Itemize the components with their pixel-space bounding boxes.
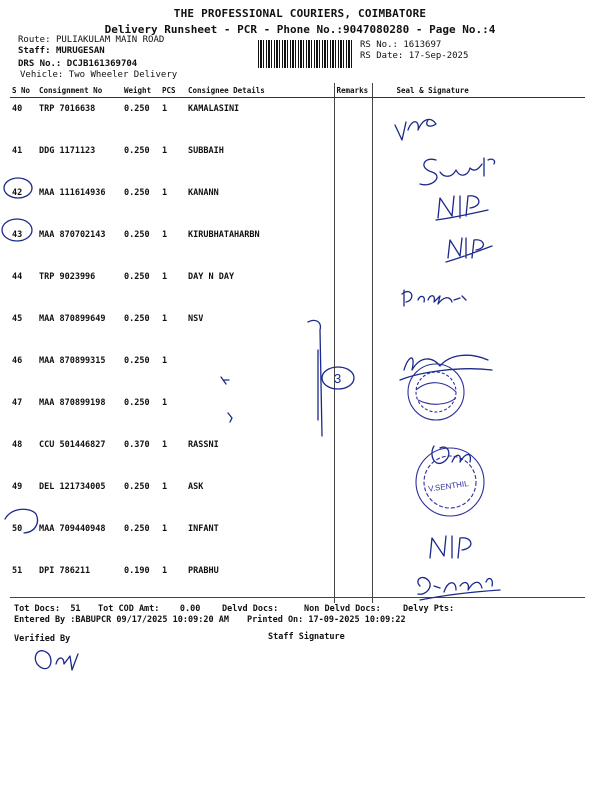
table-row [10, 266, 585, 308]
cell-pcs: 1 [162, 524, 168, 534]
tot-docs: Tot Docs: 51 [14, 604, 81, 614]
cell-weight: 0.250 [124, 524, 150, 534]
cell-consignee: KANANN [188, 188, 219, 198]
cell-seal [372, 98, 585, 141]
staff-signature-label: Staff Signature [268, 632, 345, 642]
cell-remarks [334, 476, 372, 518]
col-pcs: PCS [160, 83, 186, 98]
cell-seal [372, 308, 585, 350]
cell-pcs: 1 [162, 440, 168, 450]
route-value: PULIAKULAM MAIN ROAD [55, 35, 165, 45]
cell-weight: 0.250 [124, 188, 150, 198]
table-row [10, 434, 585, 476]
table-row [10, 518, 585, 560]
col-consignee: Consignee Details [186, 83, 334, 98]
drs-line: DRS No.: DCJB161369704 [18, 59, 138, 69]
cell-remarks [334, 434, 372, 476]
cell-seal [372, 350, 585, 392]
table-header [10, 83, 585, 98]
cell-consignment: TRP 7016638 [39, 104, 96, 114]
verified-by: Verified By [14, 634, 71, 644]
rs-date-line: RS Date: 17-Sep-2025 [360, 51, 469, 61]
cell-weight: 0.250 [124, 272, 150, 282]
cell-pcs: 1 [162, 146, 168, 156]
col-sno: S No [10, 83, 37, 98]
cell-pcs: 1 [162, 356, 168, 366]
cell-remarks [334, 350, 372, 392]
table-row [10, 350, 585, 392]
footer-divider [10, 597, 585, 598]
cell-seal [372, 266, 585, 308]
cell-consignment: MAA 111614936 [39, 188, 106, 198]
cell-consignment: TRP 9023996 [39, 272, 96, 282]
cell-consignment: MAA 870899198 [39, 398, 106, 408]
cell-sno: 45 [12, 314, 23, 324]
table-row [10, 392, 585, 434]
cell-sno: 50 [12, 524, 23, 534]
entered-by: Entered By :BABUPCR 09/17/2025 10:09:20 AM [14, 615, 229, 625]
cell-remarks [334, 266, 372, 308]
staff-value: MURUGESAN [55, 46, 105, 56]
drs-value: DCJB161369704 [66, 59, 138, 69]
company-title: THE PROFESSIONAL COURIERS, COIMBATORE [173, 7, 427, 20]
cell-weight: 0.250 [124, 104, 150, 114]
cell-consignee: INFANT [188, 524, 219, 534]
cell-seal [372, 518, 585, 560]
cell-sno: 40 [12, 104, 23, 114]
vehicle-value: Two Wheeler Delivery [68, 70, 178, 80]
cell-consignee: SUBBAIH [188, 146, 224, 156]
col-remarks: Remarks [334, 83, 372, 98]
printed-on: Printed On: 17-09-2025 10:09:22 [247, 615, 406, 625]
cell-pcs: 1 [162, 314, 168, 324]
cell-weight: 0.370 [124, 440, 150, 450]
cell-seal [372, 224, 585, 266]
cell-remarks [334, 518, 372, 560]
cell-consignee: DAY N DAY [188, 272, 235, 282]
table-row [10, 308, 585, 350]
cell-remarks [334, 98, 372, 141]
cell-sno: 43 [12, 230, 23, 240]
cell-weight: 0.190 [124, 566, 150, 576]
non-delvd-docs: Non Delvd Docs: [304, 604, 381, 614]
col-consignment: Consignment No [37, 83, 122, 98]
cell-consignment: MAA 870899649 [39, 314, 106, 324]
cell-seal [372, 392, 585, 434]
table-row [10, 224, 585, 266]
verifier-initials [35, 651, 78, 670]
delvd-docs: Delvd Docs: [222, 604, 279, 614]
cell-remarks [334, 392, 372, 434]
cell-pcs: 1 [162, 272, 168, 282]
staff-line: Staff: MURUGESAN [18, 46, 105, 56]
cell-pcs: 1 [162, 104, 168, 114]
barcode [258, 40, 354, 68]
cell-sno: 49 [12, 482, 23, 492]
runsheet-subtitle: Delivery Runsheet - PCR - Phone No.:9047080280 - Page No.:4 [104, 23, 496, 36]
cell-weight: 0.250 [124, 230, 150, 240]
rs-no-line: RS No.: 1613697 [360, 40, 442, 50]
cell-sno: 51 [12, 566, 23, 576]
cell-consignment: DDG 1171123 [39, 146, 96, 156]
table-row [10, 98, 585, 141]
table-row [10, 140, 585, 182]
cell-sno: 44 [12, 272, 23, 282]
delvy-pts: Delvy Pts: [403, 604, 455, 614]
cell-consignment: DEL 121734005 [39, 482, 106, 492]
cell-pcs: 1 [162, 188, 168, 198]
col-seal: Seal & Signature [372, 83, 585, 98]
cell-consignee [186, 392, 334, 434]
cell-sno: 47 [12, 398, 23, 408]
cell-consignment: DPI 786211 [39, 566, 91, 576]
table-row [10, 182, 585, 224]
cell-consignment: MAA 870899315 [39, 356, 106, 366]
cell-sno: 41 [12, 146, 23, 156]
cell-consignment: CCU 501446827 [39, 440, 106, 450]
cell-pcs: 1 [162, 482, 168, 492]
cell-consignee: NSV [188, 314, 204, 324]
stamp-text: V.SENTHIL [427, 479, 470, 494]
cell-consignee: KAMALASINI [188, 104, 240, 114]
cell-sno: 46 [12, 356, 23, 366]
cell-remarks [334, 224, 372, 266]
cell-remarks [334, 182, 372, 224]
rs-no-value: 1613697 [403, 40, 442, 50]
cell-seal [372, 140, 585, 182]
cell-seal [372, 182, 585, 224]
cell-seal [372, 434, 585, 476]
cell-remarks [334, 308, 372, 350]
tot-cod: Tot COD Amt: 0.00 [98, 604, 201, 614]
cell-weight: 0.250 [124, 314, 150, 324]
vehicle-line: Vehicle: Two Wheeler Delivery [20, 70, 178, 80]
cell-pcs: 1 [162, 230, 168, 240]
col-weight: Weight [122, 83, 160, 98]
cell-weight: 0.250 [124, 398, 150, 408]
cell-consignee: ASK [188, 482, 204, 492]
cell-consignment: MAA 709440948 [39, 524, 106, 534]
cell-consignee [186, 350, 334, 392]
circled-three-number: 3 [334, 371, 342, 386]
cell-sno: 48 [12, 440, 23, 450]
cell-pcs: 1 [162, 398, 168, 408]
cell-pcs: 1 [162, 566, 168, 576]
cell-consignment: MAA 870702143 [39, 230, 106, 240]
cell-consignee: KIRUBHATAHARBN [188, 230, 260, 240]
rs-date-value: 17-Sep-2025 [408, 51, 469, 61]
cell-weight: 0.250 [124, 146, 150, 156]
table-row [10, 476, 585, 518]
runsheet-table [10, 83, 585, 603]
cell-seal [372, 476, 585, 518]
cell-consignee: RASSNI [188, 440, 219, 450]
cell-remarks [334, 140, 372, 182]
cell-consignee: PRABHU [188, 566, 219, 576]
cell-sno: 42 [12, 188, 23, 198]
cell-weight: 0.250 [124, 356, 150, 366]
cell-weight: 0.250 [124, 482, 150, 492]
route-line: Route: PULIAKULAM MAIN ROAD [18, 35, 165, 45]
